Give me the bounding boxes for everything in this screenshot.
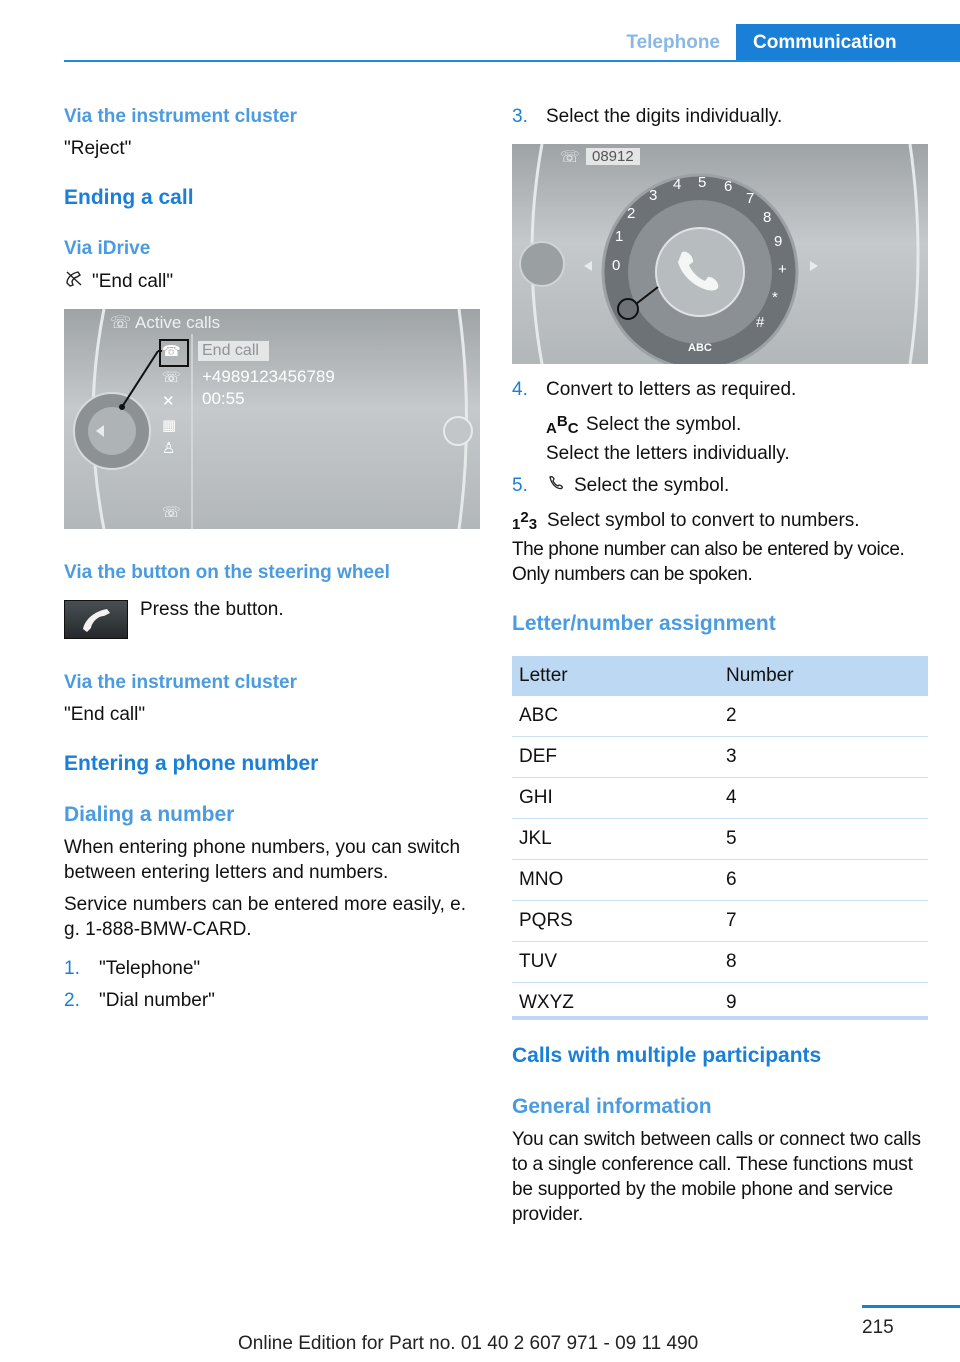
table-row bbox=[512, 819, 928, 860]
telephone-menu-icon: ☏ bbox=[110, 313, 136, 332]
edition-text: Online Edition for Part no. 01 40 2 607 971 - 09 11 490 bbox=[238, 1333, 699, 1354]
step-3 bbox=[512, 104, 782, 129]
dialed-digits-display: 08912 bbox=[586, 148, 640, 165]
number-cell: 7 bbox=[719, 901, 928, 942]
end-call-row bbox=[64, 269, 173, 294]
dial-digit-2[interactable]: 2 bbox=[627, 205, 636, 222]
dial-number-screenshot bbox=[512, 144, 928, 364]
table-bottom-rule bbox=[512, 1016, 928, 1020]
reject-text: "Reject" bbox=[64, 138, 132, 159]
dial-star[interactable]: * bbox=[772, 289, 778, 306]
press-button-text: Press the button. bbox=[140, 599, 284, 620]
number-cell: 4 bbox=[719, 778, 928, 819]
caller-number: +4989123456789 bbox=[202, 367, 335, 386]
table-row bbox=[512, 901, 928, 942]
end-call-icon[interactable]: ☎ bbox=[162, 343, 181, 360]
abc-convert-icon[interactable]: ABC bbox=[688, 342, 712, 354]
table-row bbox=[512, 737, 928, 778]
number-cell: 8 bbox=[719, 942, 928, 983]
dial-digit-1[interactable]: 1 bbox=[615, 228, 624, 245]
number-cell: 2 bbox=[719, 696, 928, 737]
step-5-text: Select the symbol. bbox=[574, 475, 730, 496]
options-icon[interactable]: ☏ bbox=[162, 504, 181, 521]
dial-icon[interactable]: ☏ bbox=[162, 369, 181, 386]
header-chapter-tab: Communication bbox=[736, 24, 960, 62]
letter-number-table bbox=[512, 656, 928, 1023]
step-number: 4. bbox=[512, 379, 528, 400]
screen1-title-row bbox=[110, 313, 220, 333]
header-rule bbox=[64, 60, 960, 62]
step-number: 2. bbox=[64, 990, 80, 1011]
general-info-heading: General information bbox=[512, 1095, 712, 1118]
call-duration: 00:55 bbox=[202, 389, 245, 408]
cluster-end-call-text: "End call" bbox=[64, 704, 146, 725]
step-4-sub1: Select the symbol. bbox=[586, 414, 742, 435]
number-cell: 3 bbox=[719, 737, 928, 778]
dial-digit-6[interactable]: 6 bbox=[724, 178, 733, 195]
dial-digit-5[interactable]: 5 bbox=[698, 174, 707, 191]
step-number: 5. bbox=[512, 475, 528, 496]
letter-column-header: Letter bbox=[512, 656, 719, 696]
letter-cell: TUV bbox=[512, 942, 719, 983]
dial-digit-8[interactable]: 8 bbox=[763, 209, 772, 226]
steering-phone-button-image bbox=[64, 600, 128, 639]
letter-number-heading: Letter/number assignment bbox=[512, 612, 776, 635]
mute-icon[interactable]: ✕ bbox=[162, 393, 175, 410]
header-section-tab: Telephone bbox=[626, 32, 720, 53]
end-call-text: "End call" bbox=[92, 271, 174, 292]
letter-cell: PQRS bbox=[512, 901, 719, 942]
via-idrive-heading: Via iDrive bbox=[64, 238, 151, 259]
step-text: Convert to letters as required. bbox=[546, 379, 797, 400]
step-number: 3. bbox=[512, 106, 528, 127]
letter-cell: ABC bbox=[512, 696, 719, 737]
step-5 bbox=[512, 473, 729, 498]
end-call-menu-item[interactable]: End call bbox=[198, 341, 269, 361]
ending-call-heading: Ending a call bbox=[64, 186, 194, 209]
table-header-row bbox=[512, 656, 928, 696]
letter-cell: DEF bbox=[512, 737, 719, 778]
steering-wheel-heading: Via the button on the steering wheel bbox=[64, 562, 390, 583]
step-text: "Dial number" bbox=[99, 990, 215, 1011]
instrument-cluster-heading: Via the instrument cluster bbox=[64, 672, 297, 693]
dialing-heading: Dialing a number bbox=[64, 803, 235, 826]
step-4-symbol-row bbox=[546, 409, 741, 441]
general-info-text: You can switch between calls or connect two calls to a single conference call. These functions must be supported by the mobile phone and service provider. bbox=[512, 1129, 921, 1225]
table-row bbox=[512, 942, 928, 983]
keypad-icon[interactable]: ▦ bbox=[162, 417, 177, 434]
table-row bbox=[512, 860, 928, 901]
convert-numbers-row bbox=[512, 505, 860, 537]
step-4-sub2: Select the letters individually. bbox=[546, 443, 790, 464]
dial-hash[interactable]: # bbox=[756, 314, 765, 331]
convert-numbers-text: Select symbol to convert to numbers. bbox=[547, 510, 860, 531]
table-row bbox=[512, 778, 928, 819]
dialing-paragraph-1: When entering phone numbers, you can switch between entering letters and numbers. bbox=[64, 837, 461, 883]
reject-heading: Via the instrument cluster bbox=[64, 106, 297, 127]
letter-cell: MNO bbox=[512, 860, 719, 901]
step-4 bbox=[512, 377, 796, 402]
letter-cell: JKL bbox=[512, 819, 719, 860]
footer-rule bbox=[862, 1305, 960, 1308]
step-1 bbox=[64, 956, 200, 981]
dialing-paragraph-2: Service numbers can be entered more easily, e. g. 1-888-BMW-CARD. bbox=[64, 894, 467, 940]
hang-up-icon bbox=[64, 269, 92, 294]
dial-plus[interactable]: + bbox=[778, 261, 787, 278]
table-row bbox=[512, 696, 928, 737]
numbers-symbol-icon: 123 bbox=[512, 509, 538, 533]
dial-digit-4[interactable]: 4 bbox=[673, 176, 682, 193]
step-text: "Telephone" bbox=[99, 958, 201, 979]
number-cell: 6 bbox=[719, 860, 928, 901]
active-calls-screenshot bbox=[64, 309, 480, 529]
dial-digit-3[interactable]: 3 bbox=[649, 187, 658, 204]
number-cell: 5 bbox=[719, 819, 928, 860]
multiple-participants-heading: Calls with multiple participants bbox=[512, 1044, 822, 1067]
abc-symbol-icon: ABC bbox=[546, 413, 579, 437]
dial-digit-9[interactable]: 9 bbox=[774, 233, 783, 250]
step-number: 1. bbox=[64, 958, 80, 979]
dial-digit-0[interactable]: 0 bbox=[612, 257, 621, 274]
page-number: 215 bbox=[862, 1317, 894, 1338]
screen1-title: Active calls bbox=[135, 313, 221, 332]
voice-entry-text: The phone number can also be entered by voice. Only numbers can be spoken. bbox=[512, 539, 905, 585]
dial-digit-7[interactable]: 7 bbox=[746, 190, 755, 207]
letter-cell: GHI bbox=[512, 778, 719, 819]
telephone-menu-icon: ☏ bbox=[560, 149, 581, 166]
step-text: Select the digits individually. bbox=[546, 106, 783, 127]
number-cell: 9 bbox=[726, 992, 737, 1013]
step-2 bbox=[64, 988, 215, 1013]
entering-number-heading: Entering a phone number bbox=[64, 752, 319, 775]
contacts-icon[interactable]: ♙ bbox=[162, 440, 176, 457]
dial-symbol-icon bbox=[546, 473, 574, 498]
number-column-header: Number bbox=[719, 656, 928, 696]
letter-cell: WXYZ bbox=[519, 992, 574, 1013]
